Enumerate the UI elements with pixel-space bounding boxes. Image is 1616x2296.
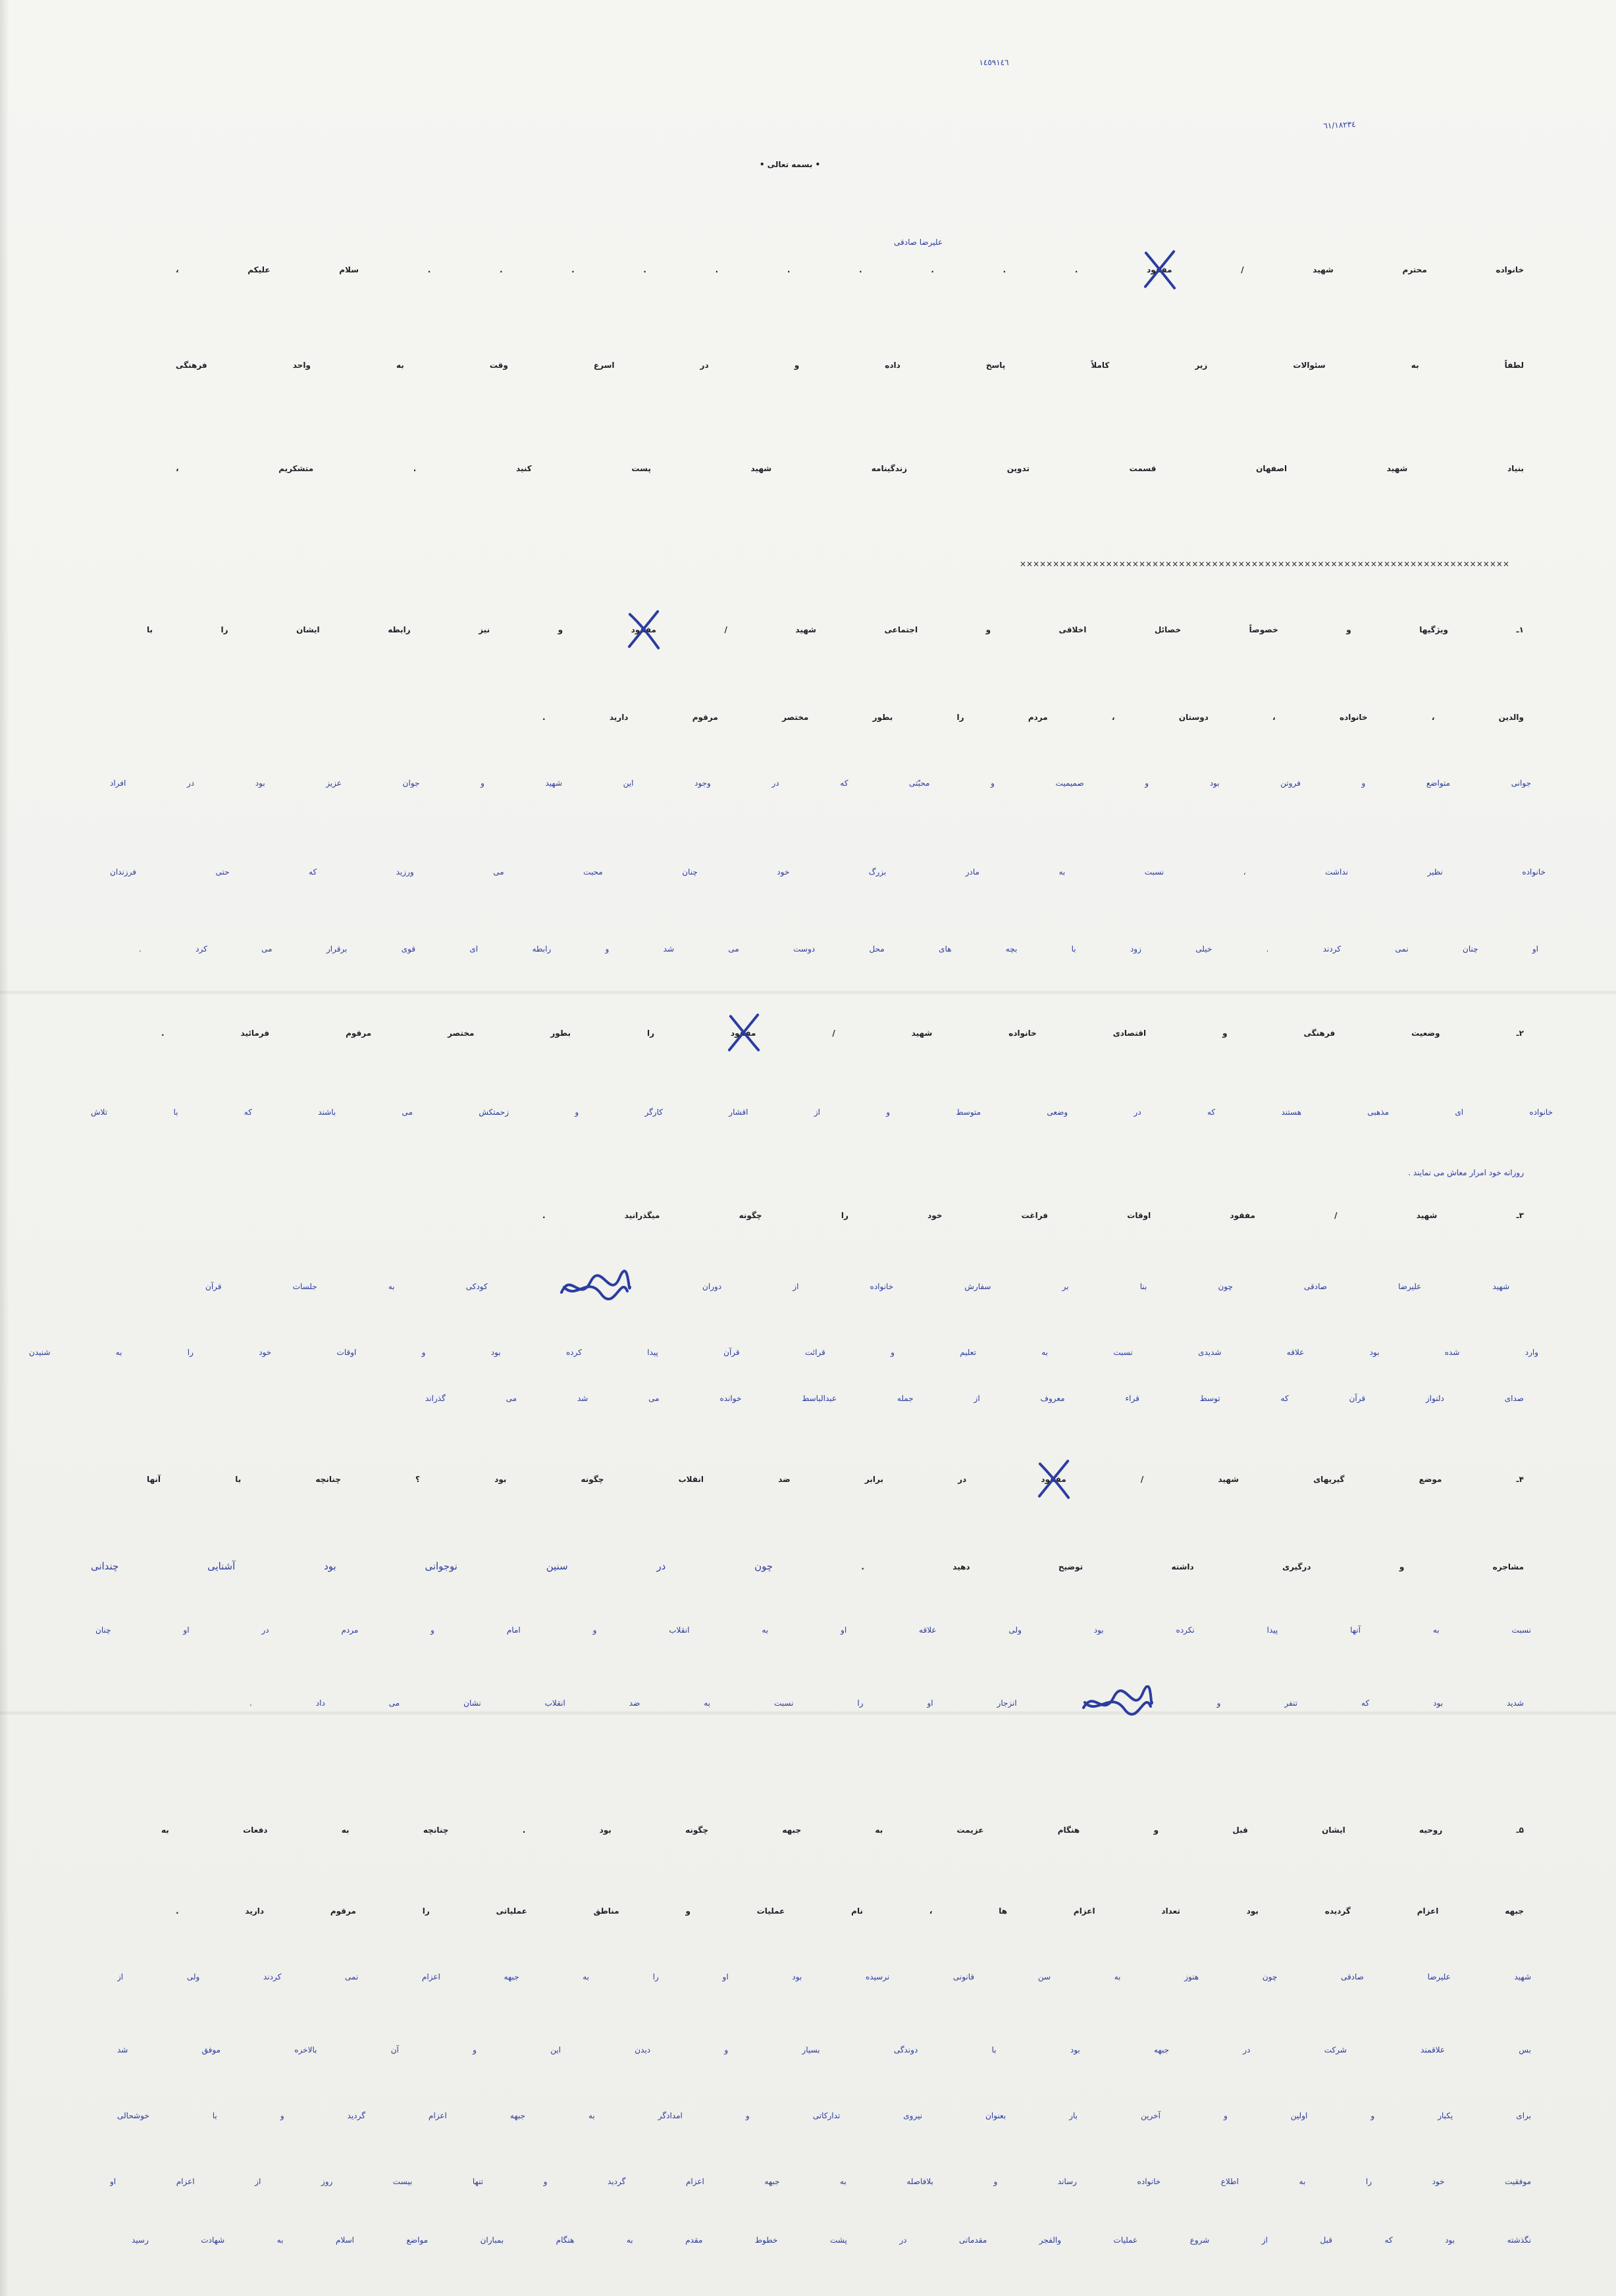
question-text: [91, 1533, 1524, 1599]
answer-text: چون در سنین نوجوانی بود آشنایی چندانی: [91, 1560, 773, 1572]
basmala-heading: • بسمه تعالی •: [759, 160, 821, 169]
struck-word: [1041, 1453, 1066, 1506]
answer-line: وارد شده بود علاقه شدیدی نسبت به تعلیم و قرائت قرآن پیدا کرده بود و اوقات خود را به شنیدن: [29, 1348, 1538, 1357]
question-text-part: ۴ـ موضع گیریهای شهید /: [1140, 1475, 1524, 1484]
struck-word-text: مفقود: [631, 625, 656, 634]
answer-line: خانواده نظیر نداشت ، نسبت به مادر بزرگ خود چنان محبت می ورزید که حتی فرزندان: [110, 867, 1546, 877]
struck-word-text: مفقود: [731, 1029, 756, 1038]
struck-word-text: مفقود: [1041, 1475, 1066, 1484]
question-text: ۳ـ شهید / مفقود اوقات فراغت خود را چگونه میگذرانید .: [542, 1211, 1524, 1220]
scribble-mark: [559, 1269, 631, 1306]
question-text-part: ۱ـ ویژگیها و خصوصاً خصائل اخلاقی و اجتماعی شهید /: [724, 625, 1524, 634]
question-text: [147, 1453, 1524, 1506]
struck-word: [731, 1007, 756, 1059]
answer-line: جوانی متواضع و فروتن بود و صمیمیت و محبّتی که در وجود این شهید و جوان عزیز بود در افراد: [110, 778, 1531, 788]
answer-line: شهید علیرضا صادقی چون هنوز به سن قانونی نرسیده بود او را به جبهه اعزام نمی کردند ولی از: [117, 1972, 1531, 1981]
answer-line: [249, 1670, 1524, 1736]
answer-line: [205, 1254, 1509, 1319]
cross-out-mark: [627, 609, 660, 651]
scribble-mark: [1081, 1685, 1153, 1722]
answer-line: نگذشته بود که قبل از شروع عملیات والفجر مقدماتی در پشت خطوط مقدم به هنگام بمباران مواضع اسلام به شهادت رسید: [132, 2235, 1531, 2245]
instruction-line: لطفاً به سئوالات زیر کاملاً پاسخ داده و در اسرع وقت به واحد فرهنگی: [176, 361, 1524, 370]
question-text: جبهه اعزام گردیده بود تعداد اعزام ها ، نام عملیات و مناطق عملیاتی را مرقوم دارید .: [176, 1906, 1524, 1916]
answer-line: او چنان نمی کردند . خیلی زود با بچه های محل دوست می شد و رابطه ای قوی برقرار می کرد .: [139, 944, 1538, 954]
cross-out-mark: [727, 1012, 760, 1054]
scan-edge-shadow: [0, 0, 9, 2296]
record-number-handwritten: ٦١/١٨٢٣٤: [1323, 119, 1356, 131]
paper-crease: [0, 990, 1616, 994]
answer-line: روزانه خود امرار معاش می نمایند .: [1408, 1168, 1524, 1177]
struck-word-text: مفقود: [1147, 265, 1172, 274]
question-text-part: مشاجره و درگیری داشته توضیح دهید .: [861, 1562, 1524, 1571]
greeting-text: خانواده محترم شهید /: [1241, 265, 1524, 274]
separator-line: ××××××××××××××××××××××××××××××××××××××××××××××××××××××××××××××××××××××××××: [1019, 559, 1509, 569]
answer-line: بس علاقمند شرکت در جبهه بود با دوندگی بسیار و دیدن این و آن بالاخره موفق شد: [117, 2045, 1531, 2054]
answer-line: صدای دلنواز قرآن که توسط قراء معروف از جمله عبدالباسط خوانده می شد می گذراند: [425, 1394, 1524, 1403]
answer-text: کودکی به جلسات قرآن: [205, 1282, 488, 1291]
file-number-handwritten: ١٤٥٩١٤٦: [979, 58, 1009, 67]
question-text-part: در برابر ضد انقلاب چگونه بود ؟ چنانچه با آنها: [147, 1475, 967, 1484]
struck-word: [1147, 243, 1172, 296]
question-text: [161, 1007, 1524, 1059]
answer-line: موفقیت خود را به اطلاع خانواده رساند و بلافاصله به جبهه اعزام گردید و تنها بیست روز از اعزام او: [110, 2177, 1531, 2186]
question-text-part: ۲ـ وضعیت فرهنگی و اقتصادی خانواده شهید /: [832, 1029, 1524, 1038]
answer-line: نسبت به آنها پیدا نکرده بود ولی علاقه او به انقلاب و امام و مردم در او چنان: [95, 1625, 1531, 1635]
question-text-part: را بطور مختصر مرقوم فرمائید .: [161, 1029, 655, 1038]
question-text: ۵ـ روحیه ایشان قبل و هنگام عزیمت به جبهه چگونه بود . چنانچه به دفعات به: [161, 1825, 1524, 1835]
martyr-name-handwritten: علیرضا صادقی: [894, 238, 943, 247]
question-text: والدین ، خانواده ، دوستان ، مردم را بطور مختصر مرقوم دارید .: [542, 713, 1524, 722]
cross-out-mark: [1143, 249, 1176, 291]
answer-text: انزجار او را نسبت به ضد انقلاب نشان می داد .: [249, 1698, 1017, 1708]
question-text: [147, 603, 1524, 656]
answer-line: خانواده ای مذهبی هستند که در وضعی متوسط و از اقشار کارگر و زحمتکش می باشند که با تلاش: [91, 1108, 1553, 1117]
question-text-part: و نیز رابطه ایشان را با: [147, 625, 563, 634]
answer-text: شدید بود که تنفر و: [1216, 1698, 1524, 1708]
instruction-line: بنیاد شهید اصفهان قسمت تدوین زندگینامه شهید پست کنید . متشکریم ،: [176, 464, 1524, 473]
answer-text: شهید علیرضا صادقی چون بنا بر سفارش خانواده از دوران: [702, 1282, 1509, 1291]
struck-word: [631, 603, 656, 656]
greeting-line: [176, 243, 1524, 296]
answer-line: برای یکبار و اولین و آخرین بار بعنوان نیروی تدارکاتی و امدادگر به جبهه اعزام گردید و با خوشحالی: [117, 2111, 1531, 2120]
greeting-text: . . . . . . . . . . سلام علیکم ،: [176, 265, 1078, 274]
cross-out-mark: [1037, 1458, 1070, 1500]
